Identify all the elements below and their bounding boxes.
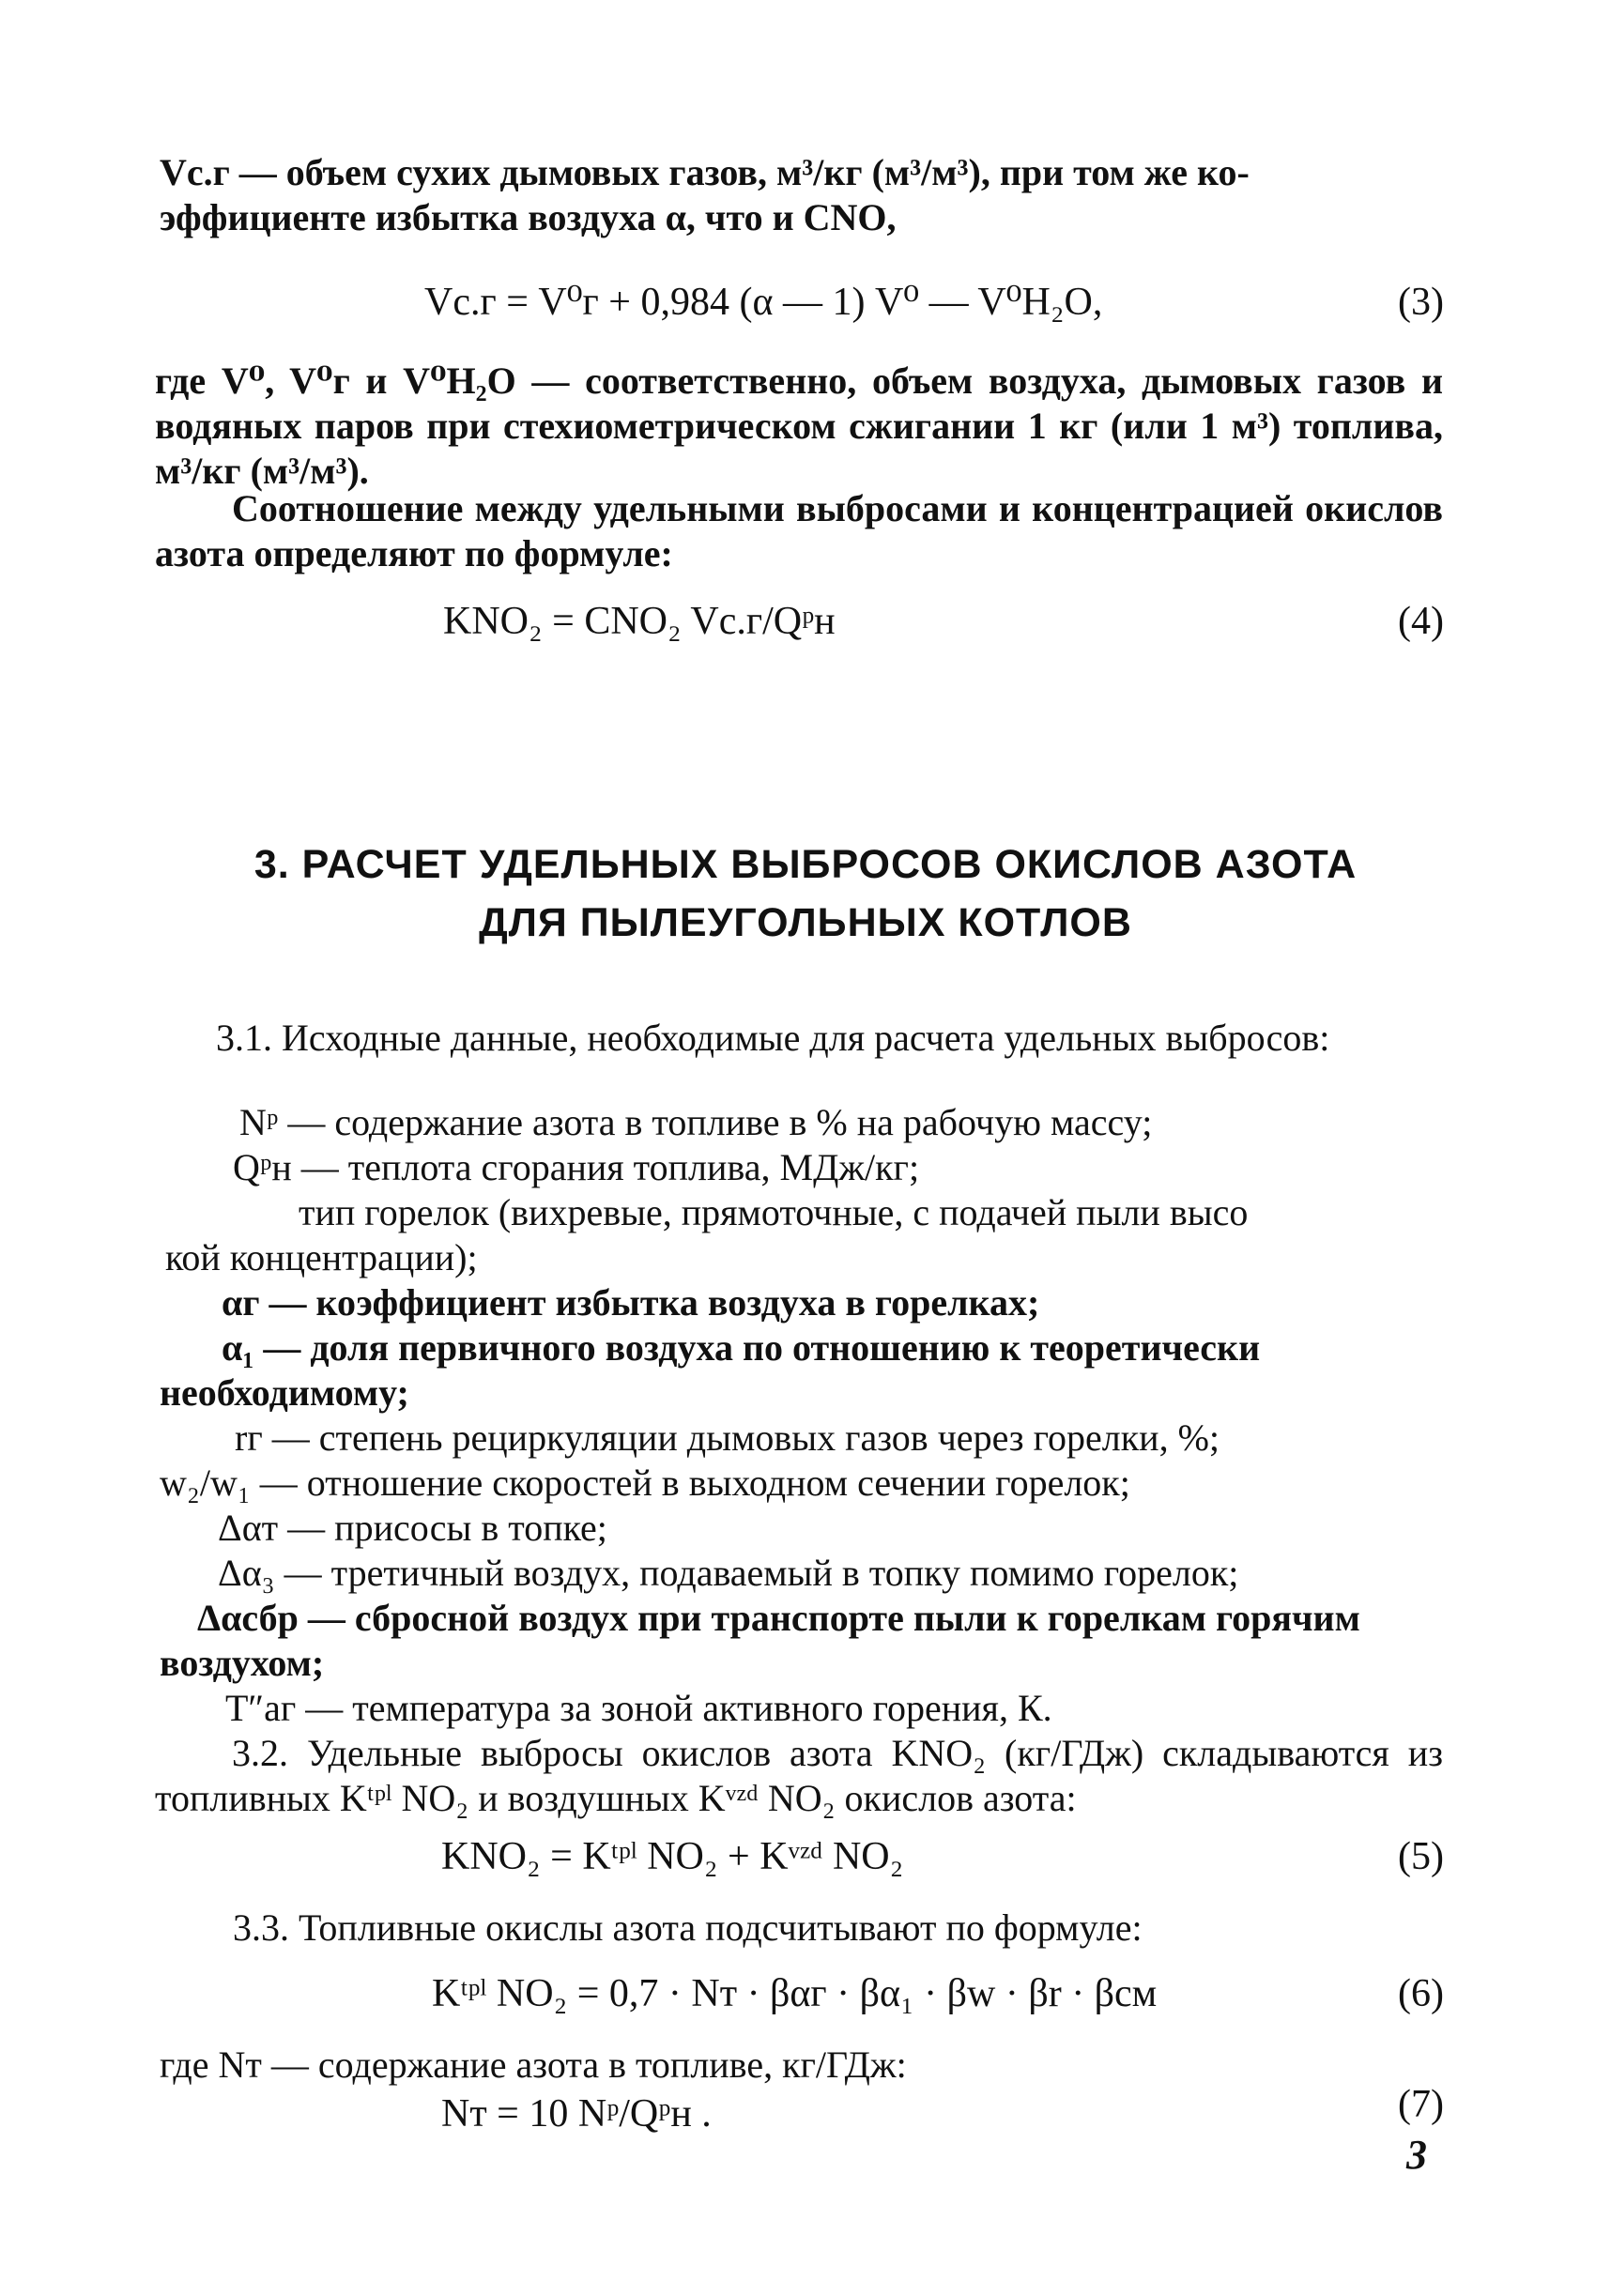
input-item-heat: Qᵖн — теплота сгорания топлива, МДж/кг; <box>233 1146 920 1188</box>
ratio-paragraph: Соотношение между удельными выбросами и концентрацией окислов азота определяют по формуле: <box>155 487 1443 574</box>
paragraph-3-2: 3.2. Удельные выбросы окислов азота KNO₂ (кг/ГДж) складываются из топливных Kᵗᵖˡ NO₂ и воздушных Kᵛᶻᵈ NO₂ окислов азота: <box>155 1732 1443 1819</box>
input-item-furnace-leak: Δαт — присосы в топке; <box>218 1507 607 1549</box>
section-title-line-2: ДЛЯ ПЫЛЕУГОЛЬНЫХ КОТЛОВ <box>479 900 1132 945</box>
formula-5-number: (5) <box>1398 1835 1444 1878</box>
formula-7-number: (7) <box>1398 2083 1444 2126</box>
page-number: 3 <box>1406 2132 1427 2178</box>
input-item-recirculation: rг — степень рециркуляции дымовых газов через горелки, %; <box>235 1416 1220 1459</box>
input-item-burner-type: тип горелок (вихревые, прямоточные, с подачей пыли высо <box>299 1191 1249 1233</box>
section-title-line-1: 3. РАСЧЕТ УДЕЛЬНЫХ ВЫБРОСОВ ОКИСЛОВ АЗОТА <box>253 842 1358 887</box>
input-item-tertiary-air: Δα₃ — третичный воздух, подаваемый в топку помимо горелок; <box>218 1552 1239 1594</box>
where-paragraph-6: где Nт — содержание азота в топливе, кг/ГДж: <box>160 2043 907 2086</box>
input-item-velocity-ratio: w₂/w₁ — отношение скоростей в выходном сечении горелок; <box>160 1462 1130 1504</box>
formula-6-number: (6) <box>1398 1972 1444 2015</box>
formula-4: KNO₂ = CNO₂ Vс.г/Qᵖн <box>443 600 836 643</box>
input-item-dump-air: Δαсбр — сбросной воздух при транспорте пыли к горелкам горячим <box>197 1597 1360 1639</box>
formula-3: Vс.г = V⁰г + 0,984 (α — 1) V⁰ — V⁰H₂O, <box>424 281 1103 324</box>
input-item-burner-type-cont: кой концентрации); <box>165 1236 478 1278</box>
inputs-intro: 3.1. Исходные данные, необходимые для расчета удельных выбросов: <box>216 1017 1330 1059</box>
input-item-alpha-g: αг — коэффициент избытка воздуха в горелках; <box>222 1281 1040 1324</box>
formula-6: Kᵗᵖˡ NO₂ = 0,7 · Nт · βαг · βα₁ · βw · βr · βсм <box>432 1972 1158 2015</box>
formula-7: Nт = 10 Nᵖ/Qᵖн . <box>441 2092 712 2135</box>
input-item-nitrogen: Nᵖ — содержание азота в топливе в % на рабочую массу; <box>239 1101 1153 1143</box>
input-item-dump-air-cont: воздухом; <box>160 1642 325 1684</box>
vcg-definition-line-1: Vс.г — объем сухих дымовых газов, м³/кг (м³/м³), при том же ко- <box>160 151 1250 193</box>
where-paragraph-3: где V⁰, V⁰г и V⁰H₂O — соответственно, объем воздуха, дымовых газов и водяных паров при стехиометрическом сжигании 1 кг (или 1 м³) топлива, м³/кг (м³/м³). <box>155 360 1443 492</box>
formula-5: KNO₂ = Kᵗᵖˡ NO₂ + Kᵛᶻᵈ NO₂ <box>441 1835 904 1878</box>
input-item-alpha-1: α₁ — доля первичного воздуха по отношению к теоретически <box>222 1326 1261 1369</box>
paragraph-3-3: 3.3. Топливные окислы азота подсчитывают по формуле: <box>233 1906 1143 1949</box>
vcg-definition-line-2: эффициенте избытка воздуха α, что и CNO, <box>160 196 897 238</box>
input-item-temperature: T″аг — температура за зоной активного горения, К. <box>225 1687 1052 1729</box>
input-item-alpha-1-cont: необходимому; <box>160 1371 409 1414</box>
formula-4-number: (4) <box>1398 600 1444 643</box>
formula-3-number: (3) <box>1398 281 1444 324</box>
